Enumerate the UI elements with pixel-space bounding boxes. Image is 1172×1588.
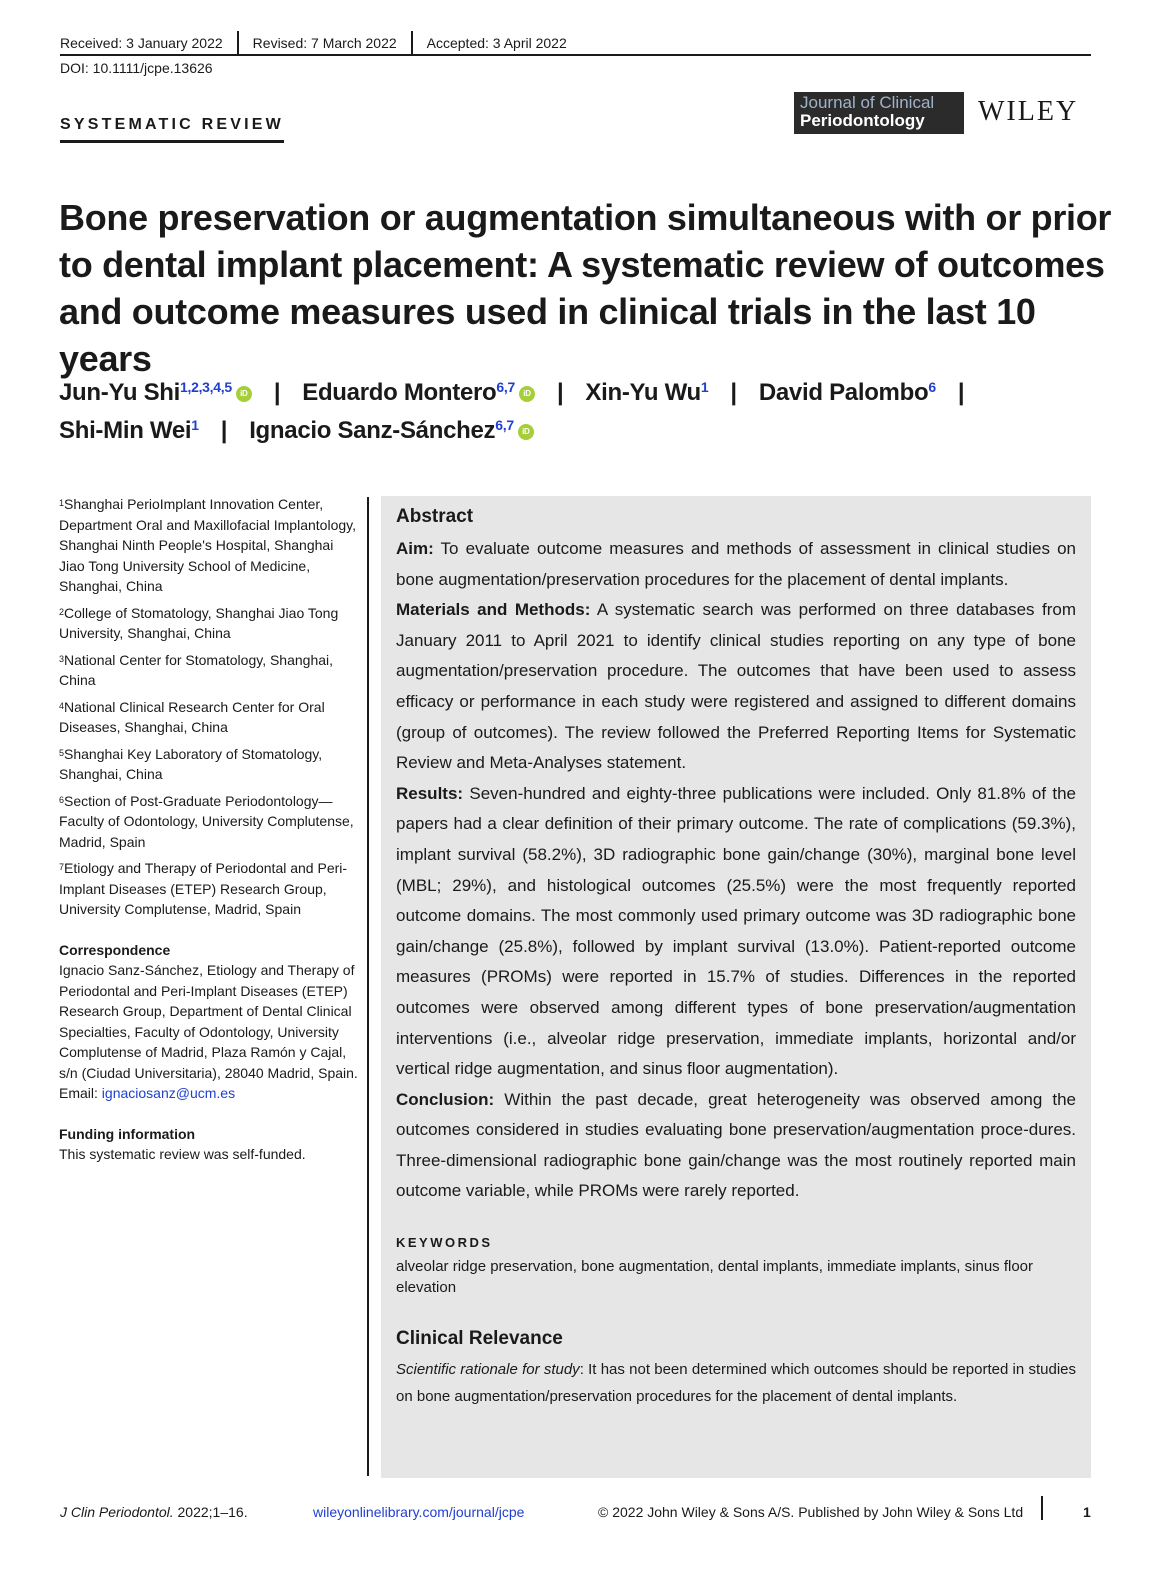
journal-logo-line1: Journal of Clinical: [800, 93, 935, 112]
footer-separator: [1041, 1496, 1043, 1520]
affiliation-item: $^7$Etiology and Therapy of Periodontal and Peri-Implant Diseases (ETEP) Research Group, University Complutense, Madrid, Spain: [59, 860, 348, 917]
author-separator: |: [730, 379, 737, 406]
abstract-box: [381, 496, 1091, 1478]
email-link[interactable]: ignaciosanz@ucm.es: [101, 1085, 236, 1101]
funding-text: This systematic review was self-funded.: [59, 1146, 306, 1162]
section-label: SYSTEMATIC REVIEW: [60, 116, 284, 143]
journal-logo: [794, 92, 964, 134]
affiliation-item: $^4$National Clinical Research Center for Oral Diseases, Shanghai, China: [59, 698, 325, 735]
copyright: © 2022 John Wiley & Sons A/S. Published by John Wiley & Sons Ltd: [598, 1504, 1024, 1520]
author-separator: |: [220, 417, 228, 444]
accepted-date: Accepted: 3 April 2022: [426, 35, 567, 51]
affiliation-item: $^1$Shanghai PerioImplant Innovation Center, Department Oral and Maxillofacial Implantology, Shanghai Ninth People's Hospital, Shanghai Jiao Tong University School of Medicine, Shanghai, China: [59, 496, 356, 594]
author-affiliation-link[interactable]: 6: [928, 379, 936, 395]
author-name: Xin-Yu Wu: [585, 379, 701, 406]
header-rule: [60, 54, 1091, 56]
abstract-heading: Abstract: [396, 506, 474, 527]
sidebar-divider: [367, 497, 369, 1476]
abstract-results: Results: Seven-hundred and eighty-three publications were included. Only 81.8% of the papers had a clear definition of their primary outcome. The rate of complications (59.3%), implant survival (58.2%), 3D radiographic bone gain/change (30%), marginal bone level (MBL; 29%), and histological outcomes (25.5%) were the most frequently reported outcome domains. The most commonly used primary outcome was 3D radiographic bone gain/change (25.8%), followed by implant survival (13.0%). Patient-reported outcome measures (PROMs) were reported in 15.7% of studies. Differences in the reported outcomes were observed among different types of bone preservation/augmentation interventions (i.e., alveolar ridge preservation, immediate implants, horizontal and/or vertical ridge augmentation, and sinus floor augmentation).: [396, 783, 1076, 1079]
keywords-text: alveolar ridge preservation, bone augmentation, dental implants, immediate implants, sinus floor elevation: [396, 1258, 1034, 1297]
affiliations-sidebar: [59, 494, 359, 1171]
affiliation-item: $^5$Shanghai Key Laboratory of Stomatology, Shanghai, China: [59, 745, 323, 782]
clinical-relevance-heading: Clinical Relevance: [396, 1328, 563, 1350]
affiliation-item: $^6$Section of Post-Graduate Periodontology—Faculty of Odontology, University Complutense, Madrid, Spain: [59, 792, 354, 850]
received-date: Received: 3 January 2022: [60, 35, 223, 51]
publisher-logo: WILEY: [978, 96, 1079, 127]
article-title: Bone preservation or augmentation simultaneous with or prior to dental implant placement: A systematic review of outcomes and outcome measures used in clinical trials in the last 10 years: [59, 197, 1112, 379]
abstract-conclusion: Conclusion: Within the past decade, great heterogeneity was observed among the outcomes considered in studies evaluating bone preservation/augmentation proce-dures. Three-dimensional radiographic bone gain/change was the most routinely reported main outcome variable, while PROMs were rarely reported.: [396, 1089, 1076, 1201]
orcid-icon[interactable]: iD: [519, 386, 535, 402]
author-separator: |: [556, 379, 564, 406]
author-name: Shi-Min Wei: [59, 417, 192, 444]
journal-logo-line2: Periodontology: [800, 111, 925, 130]
affiliation-item: $^2$College of Stomatology, Shanghai Jiao Tong University, Shanghai, China: [59, 604, 339, 641]
funding-heading: Funding information: [59, 1125, 196, 1142]
author-affiliation-link[interactable]: 1,2,3,4,5: [180, 379, 232, 395]
correspondence-text: Ignacio Sanz-Sánchez, Etiology and Therapy of Periodontal and Peri-Implant Diseases (ETEP) Research Group, Department of Dental Clinical Specialties, Faculty of Odontology, University Complutense of Madrid, Plaza Ramón y Cajal, s/n (Ciudad Universitaria), 28040 Madrid, Spain. Email: ignaciosanz@ucm.es: [59, 962, 358, 1101]
author-name: David Palombo: [758, 379, 929, 406]
abstract-aim: Aim: To evaluate outcome measures and methods of assessment in clinical studies on bone augmentation/preservation procedures for the placement of dental implants.: [396, 539, 1076, 589]
abstract-methods: Materials and Methods: A systematic search was performed on three databases from January 2011 to April 2021 to identify clinical studies reporting on any type of bone augmentation/preservation procedure. The outcomes that have been used to assess efficacy or performance in each study were registered and assigned to different domains (group of outcomes). The review followed the Preferred Reporting Items for Systematic Review and Meta-Analyses statement.: [396, 600, 1077, 773]
correspondence-heading: Correspondence: [59, 941, 171, 958]
citation: J Clin Periodontol. 2022;1–16.: [60, 1504, 248, 1520]
page-number: 1: [1083, 1504, 1091, 1520]
author-affiliation-link[interactable]: 6,7: [495, 417, 514, 433]
article-dates: [60, 31, 581, 55]
keywords-heading: KEYWORDS: [396, 1235, 493, 1251]
affiliation-item: $^3$National Center for Stomatology, Shanghai, China: [59, 651, 334, 688]
author-name: Eduardo Montero: [302, 379, 497, 406]
author-affiliation-link[interactable]: 1: [700, 379, 709, 395]
page-footer: [60, 1504, 1091, 1526]
author-affiliation-link[interactable]: 6,7: [496, 379, 515, 395]
journal-url-link[interactable]: wileyonlinelibrary.com/journal/jcpe: [313, 1504, 525, 1520]
orcid-icon[interactable]: iD: [518, 424, 534, 440]
orcid-icon[interactable]: iD: [236, 386, 252, 402]
author-affiliation-link[interactable]: 1: [191, 417, 199, 433]
author-name: Jun-Yu Shi: [59, 379, 181, 406]
revised-date: Revised: 7 March 2022: [252, 35, 397, 51]
author-separator: |: [273, 379, 281, 406]
author-list: [59, 374, 1119, 450]
doi: DOI: 10.1111/jcpe.13626: [60, 60, 213, 76]
author-separator: |: [957, 379, 965, 406]
clinical-relevance-text: Scientific rationale for study: It has not been determined which outcomes should be reported in studies on bone augmentation/preservation procedures for the placement of dental implants.: [396, 1361, 1077, 1406]
author-name: Ignacio Sanz-Sánchez: [249, 417, 496, 444]
